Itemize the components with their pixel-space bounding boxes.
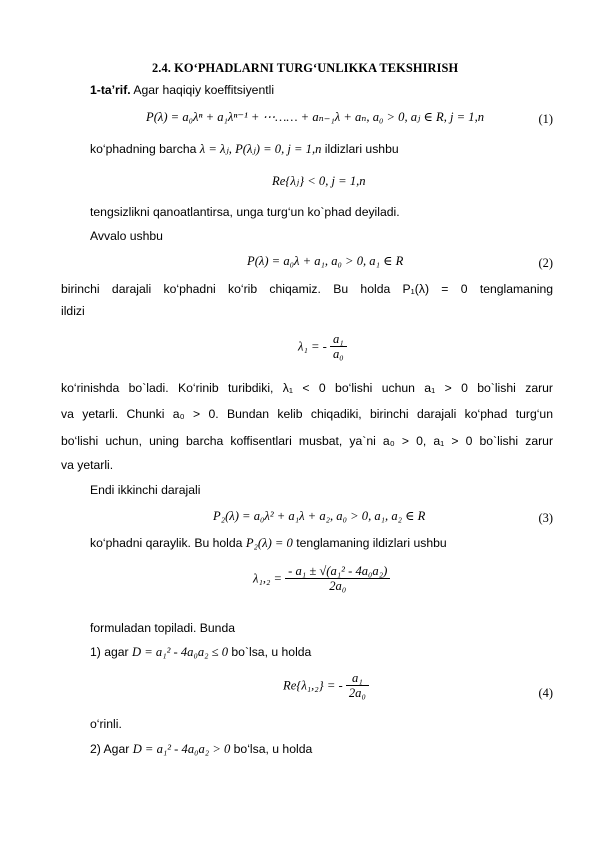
equation-4-number: (4) [538,686,553,700]
paragraph-2-line-2: va yetarli. Chunki a₀ > 0. Bundan kelib chiqadiki, birinchi darajali ko‘phad turg‘un [61,407,553,421]
paragraph-1-line-1: birinchi darajali ko‘phadni ko‘rib chiqamiz. Bu holda P₁(λ) = 0 tenglamaning [61,282,553,296]
lambda1-fraction [330,332,347,362]
case-2-before: 2) Agar [90,742,133,756]
lambda1-formula [298,332,347,362]
roots-intro-before: ko‘phadning barcha [90,142,200,156]
quadratic-fraction [285,564,390,594]
case-1-math: D = a₁² - 4a₀a₂ ≤ 0 [132,645,228,659]
equation-4-numerator: a₁ [346,671,369,686]
equation-1-number: (1) [538,112,553,126]
consider-after: tenglamaning ildizlari ushbu [292,536,447,550]
paragraph-1-line-2: ildizi [61,304,85,318]
equation-4-denominator: 2a₀ [348,686,366,701]
equation-4-fraction [346,671,369,701]
case-2-after: bo‘lsa, u holda [230,742,313,756]
quadratic-numerator: - a₁ ± √(a₁² - 4a₀a₂) [285,564,390,579]
consider-before: ko‘phadni qaraylik. Bu holda [90,536,246,550]
lambda1-denominator: a₀ [332,347,344,362]
consider-math: P₂(λ) = 0 [245,536,293,550]
equation-2-number: (2) [538,256,553,270]
quadratic-lhs: λ₁,₂ = [253,571,283,586]
quadratic-formula [253,564,390,594]
stable-definition-line: tengsizlikni qanoatlantirsa, unga turg‘un ko`phad deyiladi. [90,205,400,219]
roots-intro-math: λ = λⱼ, P(λⱼ) = 0, j = 1,n [199,142,322,156]
second-degree-intro: Endi ikkinchi darajali [90,483,201,497]
paragraph-2-line-3: bo‘lishi uchun, uning barcha koffisentlari musbat, ya`ni a₀ > 0, a₁ > 0 bo`lishi zarur [61,434,553,448]
case-1-after: bo`lsa, u holda [228,645,312,659]
roots-intro-line [90,143,399,156]
lambda1-lhs: λ₁ = - [298,339,327,354]
equation-2: P(λ) = a₀λ + a₁, a₀ > 0, a₁ ∈ R [247,254,404,268]
definition-label: 1-ta’rif. [90,83,131,97]
definition-line [90,84,274,96]
case-1-line [90,646,311,659]
section-title: 2.4. KO‘PHADLARNI TURG‘UNLIKKA TEKSHIRISH [152,61,459,75]
valid-line: o‘rinli. [90,717,122,731]
equation-4-lhs: Re{λ₁,₂} = - [283,678,343,693]
equation-3: P₂(λ) = a₀λ² + a₁λ + a₂, a₀ > 0, a₁, a₂ ∈ R [213,509,426,523]
definition-text: Agar haqiqiy koeffitsiyentli [130,83,275,97]
first-degree-intro: Avvalo ushbu [90,229,163,243]
case-2-math: D = a₁² - 4a₀a₂ > 0 [132,742,231,756]
case-2-line [90,743,312,756]
equation-3-number: (3) [538,511,553,525]
paragraph-2-line-4: va yetarli. [61,458,114,472]
lambda1-numerator: a₁ [330,332,347,347]
quadratic-denominator: 2a₀ [329,579,347,594]
roots-intro-after: ildizlari ushbu [321,142,399,156]
equation-1: P(λ) = a₀λⁿ + a₁λⁿ⁻¹ + ⋯…… + aₙ₋₁λ + aₙ, a₀ > 0, aⱼ ∈ R, j = 1,n [146,110,485,124]
case-1-before: 1) agar [90,645,133,659]
formula-line: formuladan topiladi. Bunda [90,621,235,635]
equation-4 [283,671,369,701]
consider-line [90,537,447,550]
stability-condition: Re{λⱼ} < 0, j = 1,n [272,174,366,188]
paragraph-2-line-1: ko‘rinishda bo`ladi. Ko‘rinib turibdiki, λ₁ < 0 bo‘lishi uchun a₁ > 0 bo`lishi zarur [61,381,553,395]
